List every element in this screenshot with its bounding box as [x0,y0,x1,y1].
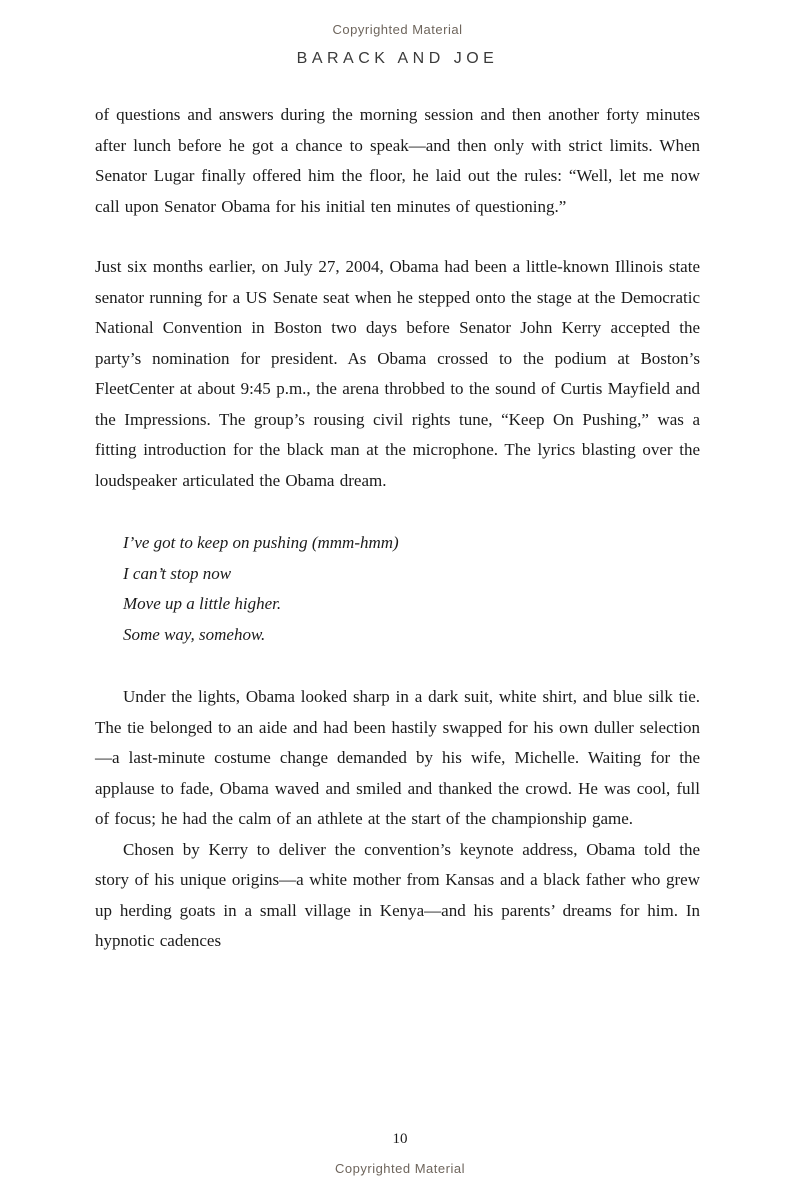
paragraph-continuation: of questions and answers during the morning session and then another forty minutes after lunch before he got a chance to speak—and then only with strict limits. When Senator Lugar finally offered him the floor, he laid out the rules: “Well, let me now call upon Senator Obama for his initial ten minutes of questioning.” [95,105,700,216]
page-body [95,100,700,957]
lyric-line: I can’t stop now [123,563,232,583]
lyric-line: I’ve got to keep on pushing (mmm-hmm) [123,533,399,552]
running-head-title: BARACK AND JOE [296,50,499,67]
copyright-notice-top: Copyrighted Material [332,22,463,37]
lyric-line: Move up a little higher. [123,594,282,613]
page-number: 10 [392,1131,408,1147]
lyric-line: Some way, somehow. [123,624,266,644]
paragraph: Chosen by Kerry to deliver the convention’s keynote address, Obama told the story of his unique origins—a white mother from Kansas and a black father who grew up herding goats in a small village in Kenya—and his parents’ dreams for him. In hypnotic cadences [95,839,700,950]
paragraph: Under the lights, Obama looked sharp in a dark suit, white shirt, and blue silk tie. The tie belonged to an aide and had been hastily swapped for his own duller selection—a last-minute costume change demanded by his wife, Michelle. Waiting for the applause to fade, Obama waved and smiled and thanked the crowd. He was cool, full of focus; he had the calm of an athlete at the start of the championship game. [95,687,700,828]
paragraph: Just six months earlier, on July 27, 2004, Obama had been a little-known Illinois state senator running for a US Senate seat when he stepped onto the stage at the Democratic National Convention in Boston two days before Senator John Kerry accepted the party’s nomination for president. As Obama crossed to the podium at Boston’s FleetCenter at about 9:45 p.m., the arena throbbed to the sound of Curtis Mayfield and the Impressions. The group’s rousing civil rights tune, “Keep On Pushing,” was a fitting introduction for the black man at the microphone. The lyrics blasting over the loudspeaker articulated the Obama dream. [95,257,700,490]
copyright-notice-bottom: Copyrighted Material [335,1161,465,1176]
song-lyrics-quote [123,528,700,650]
